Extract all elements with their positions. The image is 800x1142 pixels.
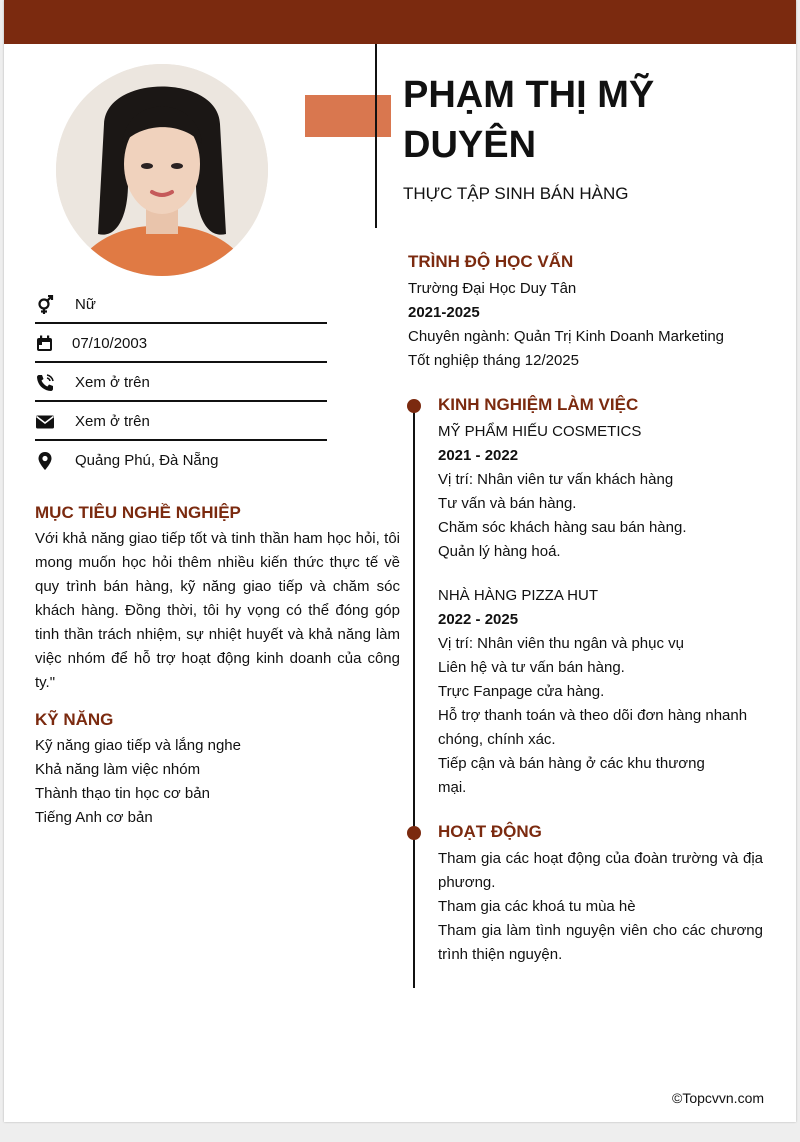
job-period: 2022 - 2025 <box>438 611 519 628</box>
job-line: Vị trí: Nhân viên thu ngân và phục vụ <box>438 635 684 652</box>
skill-item: Kỹ năng giao tiếp và lắng nghe <box>35 737 241 754</box>
gender-text: Nữ <box>75 296 96 313</box>
job-line: mại. <box>438 779 467 796</box>
objective-text: Với khả năng giao tiếp tốt và tinh thần ham học hỏi, tôi mong muốn học hỏi thêm nhiều kiến thức thực tế về quy trình bán hàng, kỹ năng giao tiếp và chăm sóc khách hàng. Đồng thời, tôi hy vọng có thể đóng góp tinh thần trách nhiệm, sự nhiệt huyết và khả năng làm việc nhóm để hỗ trợ hoạt động kinh doanh của công ty." <box>35 530 400 691</box>
activity-item: Tham gia các hoạt động của đoàn trường và địa phương. <box>438 850 763 891</box>
job-title: THỰC TẬP SINH BÁN HÀNG <box>403 184 629 203</box>
job-line: Hỗ trợ thanh toán và theo dõi đơn hàng nhanh <box>438 707 748 724</box>
job-line: Liên hệ và tư vấn bán hàng. <box>438 659 625 676</box>
timeline-line <box>413 406 415 988</box>
job-line: chóng, chính xác. <box>438 731 556 748</box>
school-name: Trường Đại Học Duy Tân <box>408 280 577 297</box>
experience-title: KINH NGHIỆM LÀM VIỆC <box>438 395 639 414</box>
header-divider <box>375 44 377 228</box>
accent-block <box>305 95 391 137</box>
job-entry <box>438 420 768 564</box>
personal-info <box>35 285 327 478</box>
activity-item: Tham gia làm tình nguyện viên cho các chương trình thiện nguyện. <box>438 922 763 963</box>
education-graduation: Tốt nghiệp tháng 12/2025 <box>408 352 579 369</box>
phone-icon <box>35 373 55 393</box>
company-name: MỸ PHẨM HIẾU COSMETICS <box>438 423 642 440</box>
candidate-name: PHẠM THỊ MỸ DUYÊN <box>403 74 655 166</box>
job-line: Trực Fanpage cửa hàng. <box>438 683 605 700</box>
company-name: NHÀ HÀNG PIZZA HUT <box>438 587 599 604</box>
job-line: Vị trí: Nhân viên tư vấn khách hàng <box>438 471 674 488</box>
footer-copyright: ©Topcvvn.com <box>672 1090 765 1106</box>
skills-list <box>35 734 400 830</box>
education-years: 2021-2025 <box>408 304 480 321</box>
info-phone <box>35 363 327 402</box>
email-text: Xem ở trên <box>75 413 150 430</box>
job-line: Quản lý hàng hoá. <box>438 543 561 560</box>
skill-item: Tiếng Anh cơ bản <box>35 809 153 826</box>
activity-item: Tham gia các khoá tu mùa hè <box>438 898 636 915</box>
job-line: Tiếp cận và bán hàng ở các khu thương <box>438 755 705 772</box>
education-details <box>408 277 768 373</box>
activities-title: HOẠT ĐỘNG <box>438 822 542 841</box>
job-line: Chăm sóc khách hàng sau bán hàng. <box>438 519 687 536</box>
envelope-icon <box>35 412 55 432</box>
job-entry <box>438 584 768 800</box>
top-banner <box>4 0 796 44</box>
phone-text: Xem ở trên <box>75 374 150 391</box>
job-period: 2021 - 2022 <box>438 447 519 464</box>
profile-photo <box>56 64 268 276</box>
education-major: Chuyên ngành: Quản Trị Kinh Doanh Marketing <box>408 328 725 345</box>
objective-title: MỤC TIÊU NGHỀ NGHIỆP <box>35 503 241 522</box>
education-title: TRÌNH ĐỘ HỌC VẤN <box>408 252 574 271</box>
info-email <box>35 402 327 441</box>
skills-title: KỸ NĂNG <box>35 710 114 729</box>
cv-page <box>4 0 796 1122</box>
skill-item: Thành thạo tin học cơ bản <box>35 785 210 802</box>
activities-list <box>438 847 763 967</box>
info-dob <box>35 324 327 363</box>
calendar-icon <box>35 334 55 354</box>
address-text: Quảng Phú, Đà Nẵng <box>75 452 219 469</box>
info-gender <box>35 285 327 324</box>
skill-item: Khả năng làm việc nhóm <box>35 761 201 778</box>
timeline-dot <box>407 826 421 840</box>
gender-icon <box>35 295 55 315</box>
info-address <box>35 441 327 478</box>
job-line: Tư vấn và bán hàng. <box>438 495 577 512</box>
timeline-dot <box>407 399 421 413</box>
dob-text: 07/10/2003 <box>72 335 148 352</box>
location-pin-icon <box>35 451 55 471</box>
